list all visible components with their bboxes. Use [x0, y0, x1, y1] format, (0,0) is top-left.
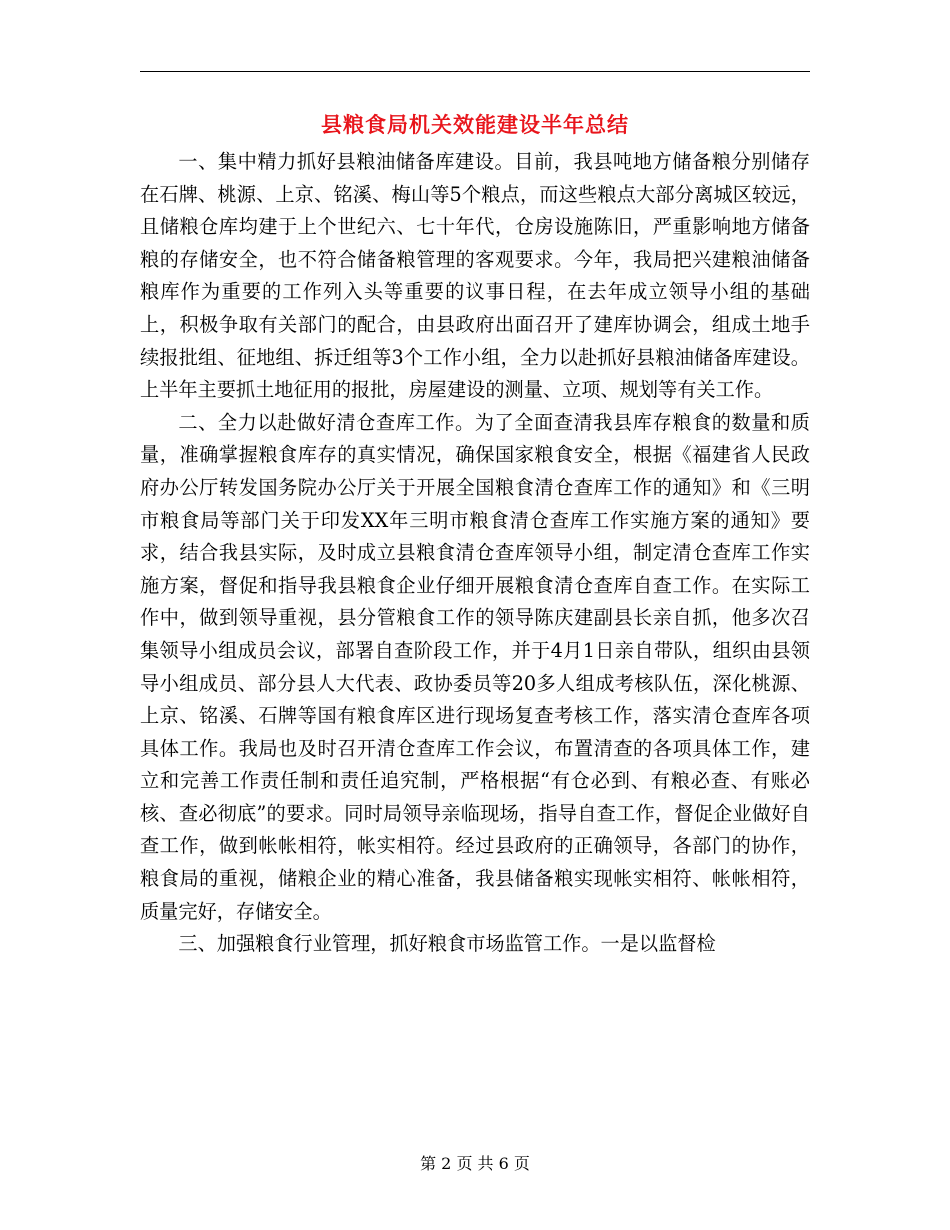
- paragraph-3: 三、加强粮食行业管理，抓好粮食市场监管工作。一是以监督检: [178, 932, 716, 956]
- page-number-footer: 第 2 页 共 6 页: [420, 1154, 530, 1173]
- document-title: 县粮食局机关效能建设半年总结: [321, 112, 629, 137]
- paragraph-1: 一、集中精力抓好县粮油储备库建设。目前，我县吨地方储备粮分别储存在石牌、桃源、上京、铭溪、梅山等5个粮点，而这些粮点大部分离城区较远，且储粮仓库均建于上个世纪六、七十年代，仓房设施陈旧，严重影响地方储备粮的存储安全，也不符合储备粮管理的客观要求。今年，我局把兴建粮油储备粮库作为重要的工作列入头等重要的议事日程，在去年成立领导小组的基础上，积极争取有关部门的配合，由县政府出面召开了建库协调会，组成土地手续报批组、征地组、拆迁组等3个工作小组，全力以赴抓好县粮油储备库建设。上半年主要抓土地征用的报批，房屋建设的测量、立项、规划等有关工作。: [140, 150, 810, 402]
- paragraph-2: 二、全力以赴做好清仓查库工作。为了全面查清我县库存粮食的数量和质量，准确掌握粮食库存的真实情况，确保国家粮食安全，根据《福建省人民政府办公厅转发国务院办公厅关于开展全国粮食清仓查库工作的通知》和《三明市粮食局等部门关于印发XX年三明市粮食清仓查库工作实施方案的通知》要求，结合我县实际，及时成立县粮食清仓查库领导小组，制定清仓查库工作实施方案，督促和指导我县粮食企业仔细开展粮食清仓查库自查工作。在实际工作中，做到领导重视，县分管粮食工作的领导陈庆建副县长亲自抓，他多次召集领导小组成员会议，部署自查阶段工作，并于4月1日亲自带队，组织由县领导小组成员、部分县人大代表、政协委员等20多人组成考核队伍，深化桃源、上京、铭溪、石牌等国有粮食库区进行现场复查考核工作，落实清仓查库各项具体工作。我局也及时召开清仓查库工作会议，布置清查的各项具体工作，建立和完善工作责任制和责任追究制，严格根据“有仓必到、有粮必查、有账必核、查必彻底”的要求。同时局领导亲临现场，指导自查工作，督促企业做好自查工作，做到帐帐相符，帐实相符。经过县政府的正确领导，各部门的协作，粮食局的重视，储粮企业的精心准备，我县储备粮实现帐实相符、帐帐相符，质量完好，存储安全。: [140, 410, 810, 923]
- header-rule: [140, 71, 810, 72]
- document-body: [140, 146, 810, 961]
